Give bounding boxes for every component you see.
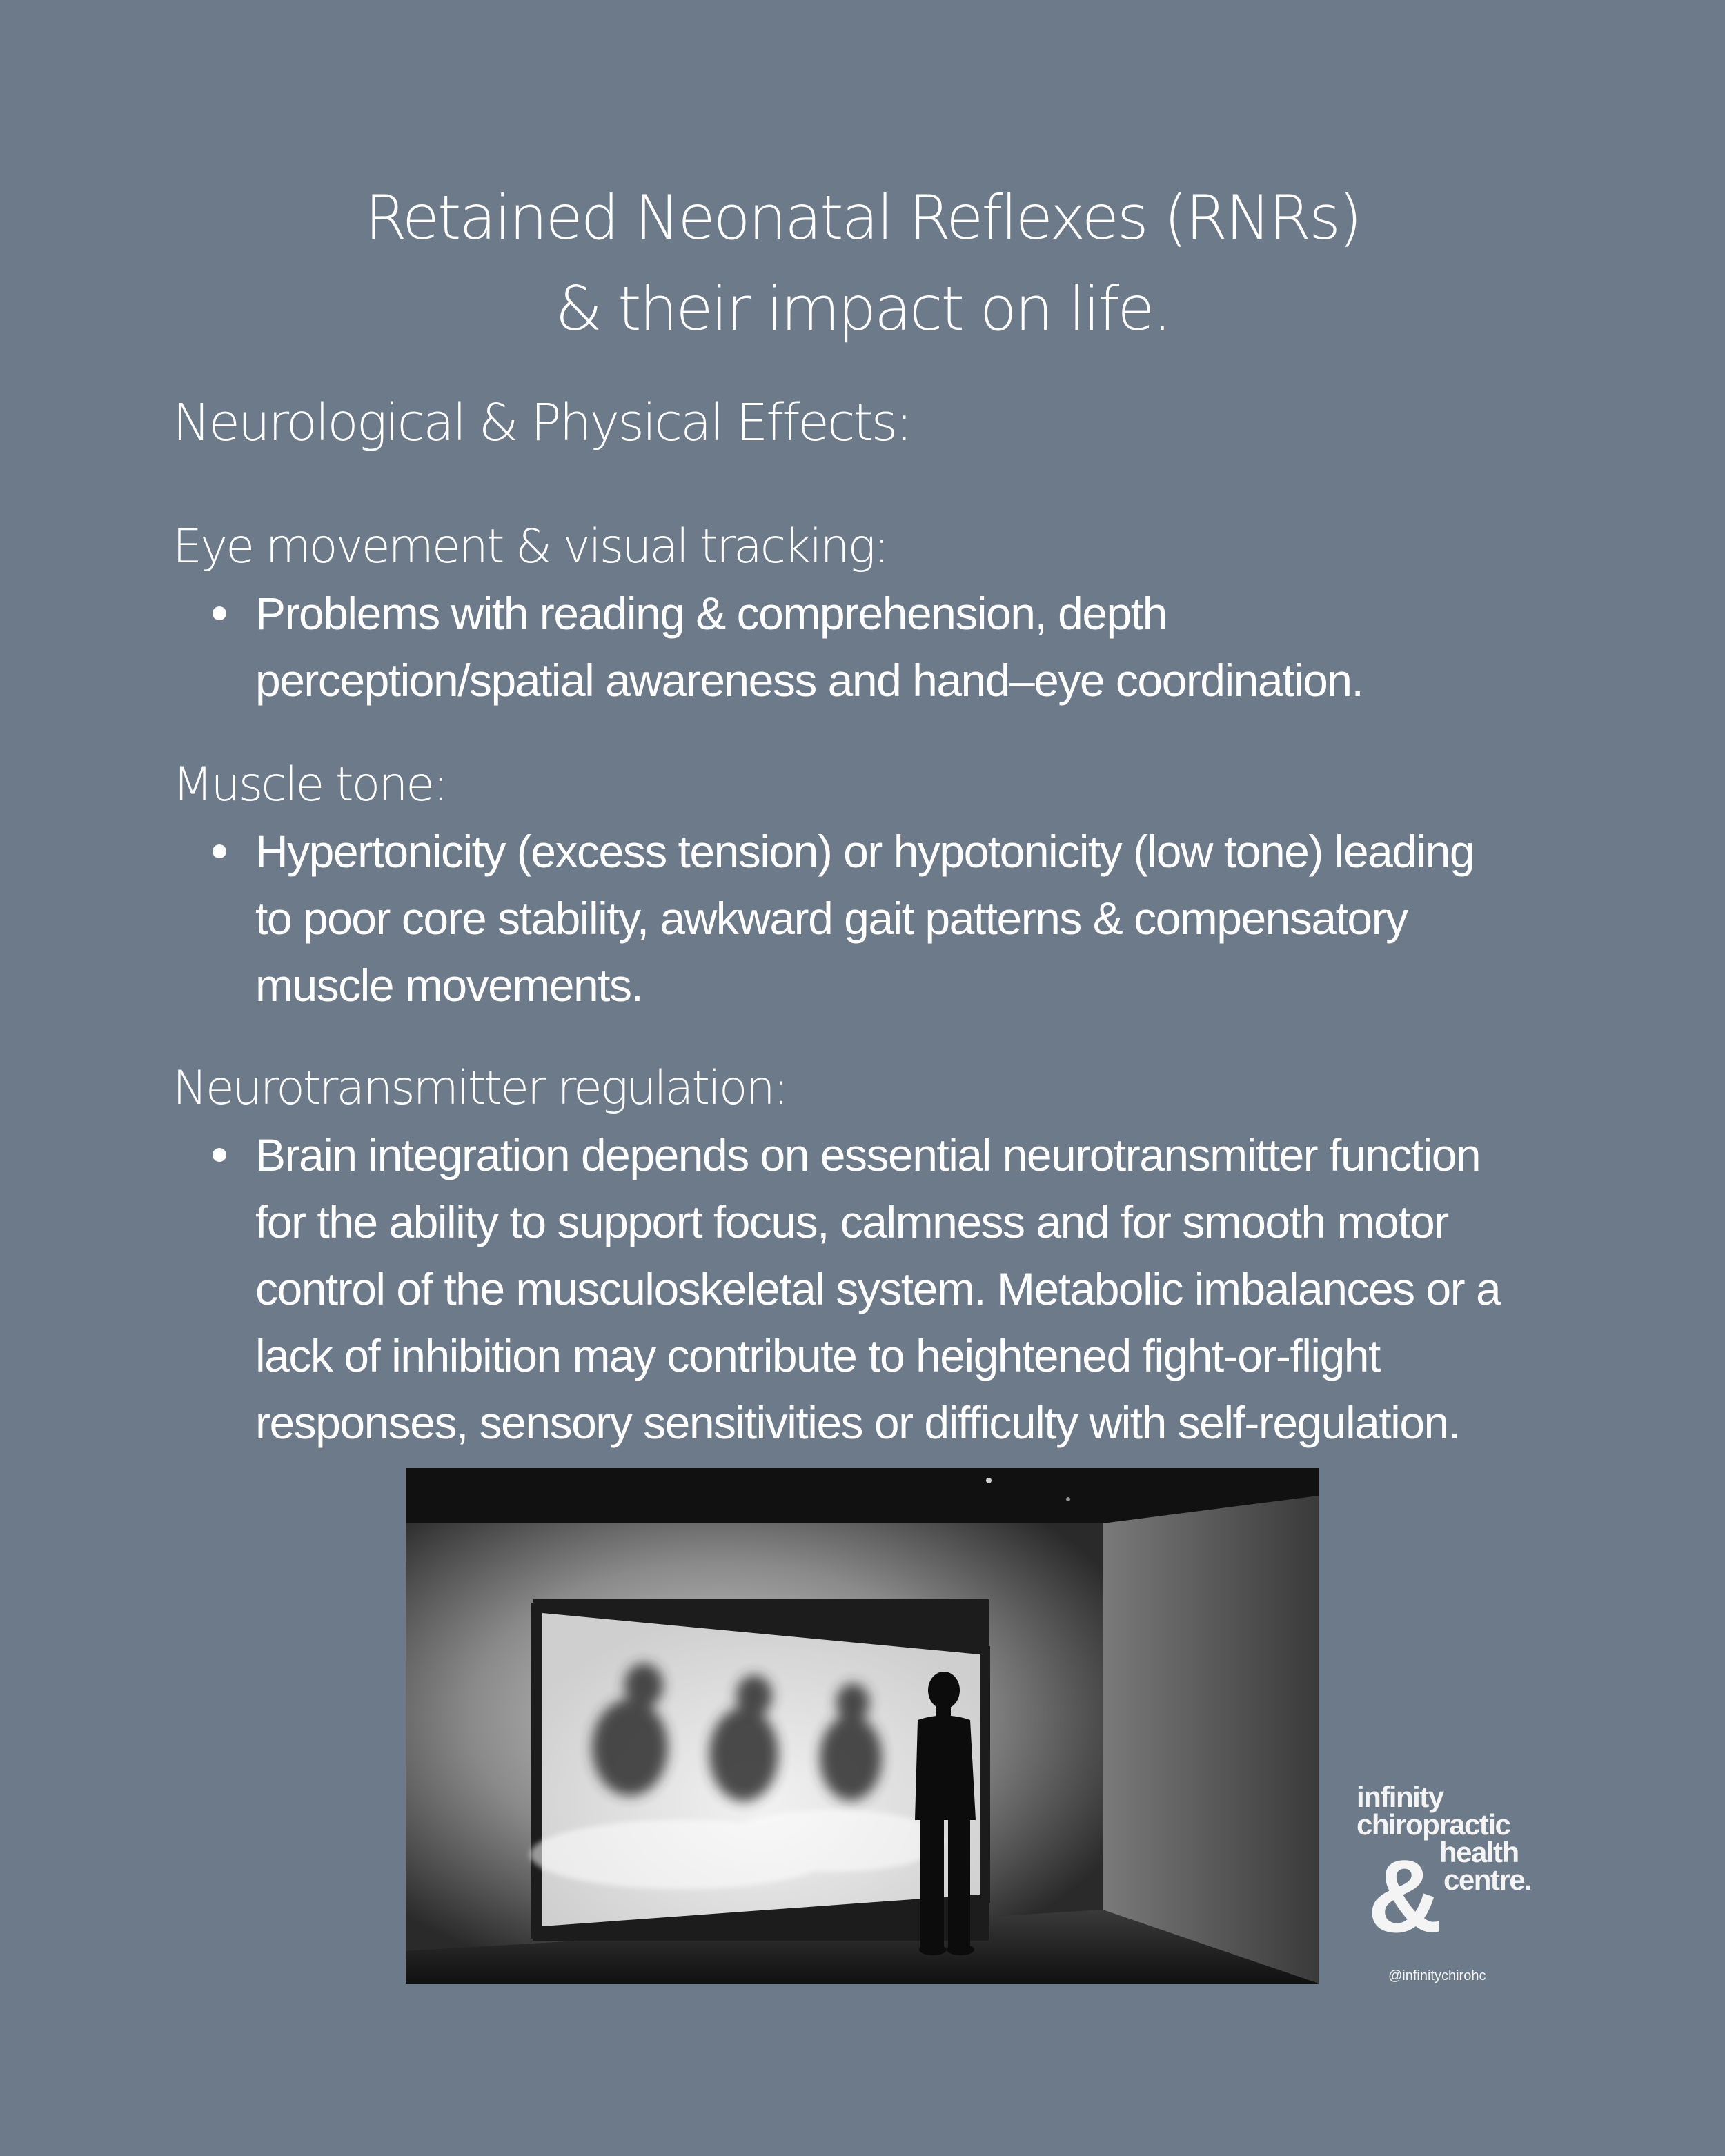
- section-heading: Neurological & Physical Effects:: [172, 393, 911, 453]
- logo-word-centre: centre.: [1443, 1863, 1532, 1896]
- bullet-line: control of the musculoskeletal system. Metabolic imbalances or a: [255, 1263, 1501, 1314]
- logo-word-infinity: infinity: [1357, 1781, 1443, 1813]
- bullet-line: lack of inhibition may contribute to heightened fight-or-flight: [255, 1330, 1380, 1381]
- bullet-dot-icon: [213, 606, 226, 620]
- bullet-dot-icon: [213, 844, 226, 858]
- effect-group-muscle-tone: [172, 752, 1587, 1019]
- group-label: Neurotransmitter regulation:: [172, 1061, 787, 1116]
- gallery-artwork-image: [406, 1468, 1319, 1984]
- logo-ampersand: &: [1368, 1838, 1443, 1954]
- title-line-1: Retained Neonatal Reflexes (RNRs): [364, 182, 1361, 253]
- bullet-line: Brain integration depends on essential neurotransmitter function: [255, 1129, 1481, 1180]
- bullet-line: for the ability to support focus, calmness and for smooth motor: [255, 1196, 1448, 1247]
- bullet-dot-icon: [213, 1148, 226, 1162]
- bullet-line: muscle movements.: [255, 960, 643, 1011]
- bullet-item: [172, 580, 1587, 714]
- page-title: [0, 172, 1725, 355]
- bullet-line: to poor core stability, awkward gait patterns & compensatory: [255, 893, 1408, 944]
- logo-word-chiropractic: chiropractic: [1357, 1808, 1510, 1841]
- bullet-item: [172, 1122, 1587, 1456]
- logo-word-health: health: [1439, 1836, 1519, 1868]
- effect-group-neurotransmitter: [172, 1056, 1587, 1456]
- social-handle: @infinitychirohc: [1388, 1968, 1486, 1984]
- bullet-line: Hypertonicity (excess tension) or hypotonicity (low tone) leading: [255, 826, 1475, 877]
- bullet-line: Problems with reading & comprehension, depth: [255, 588, 1167, 639]
- effect-group-eye-movement: [172, 514, 1587, 714]
- bullet-line: responses, sensory sensitivities or difficulty with self-regulation.: [255, 1397, 1460, 1448]
- group-label: Muscle tone:: [172, 758, 447, 812]
- group-label: Eye movement & visual tracking:: [172, 520, 888, 574]
- brand-logo: [1354, 1783, 1561, 1963]
- bullet-item: [172, 818, 1587, 1019]
- title-line-2: & their impact on life.: [555, 273, 1170, 344]
- bullet-line: perception/spatial awareness and hand–eye coordination.: [255, 655, 1363, 706]
